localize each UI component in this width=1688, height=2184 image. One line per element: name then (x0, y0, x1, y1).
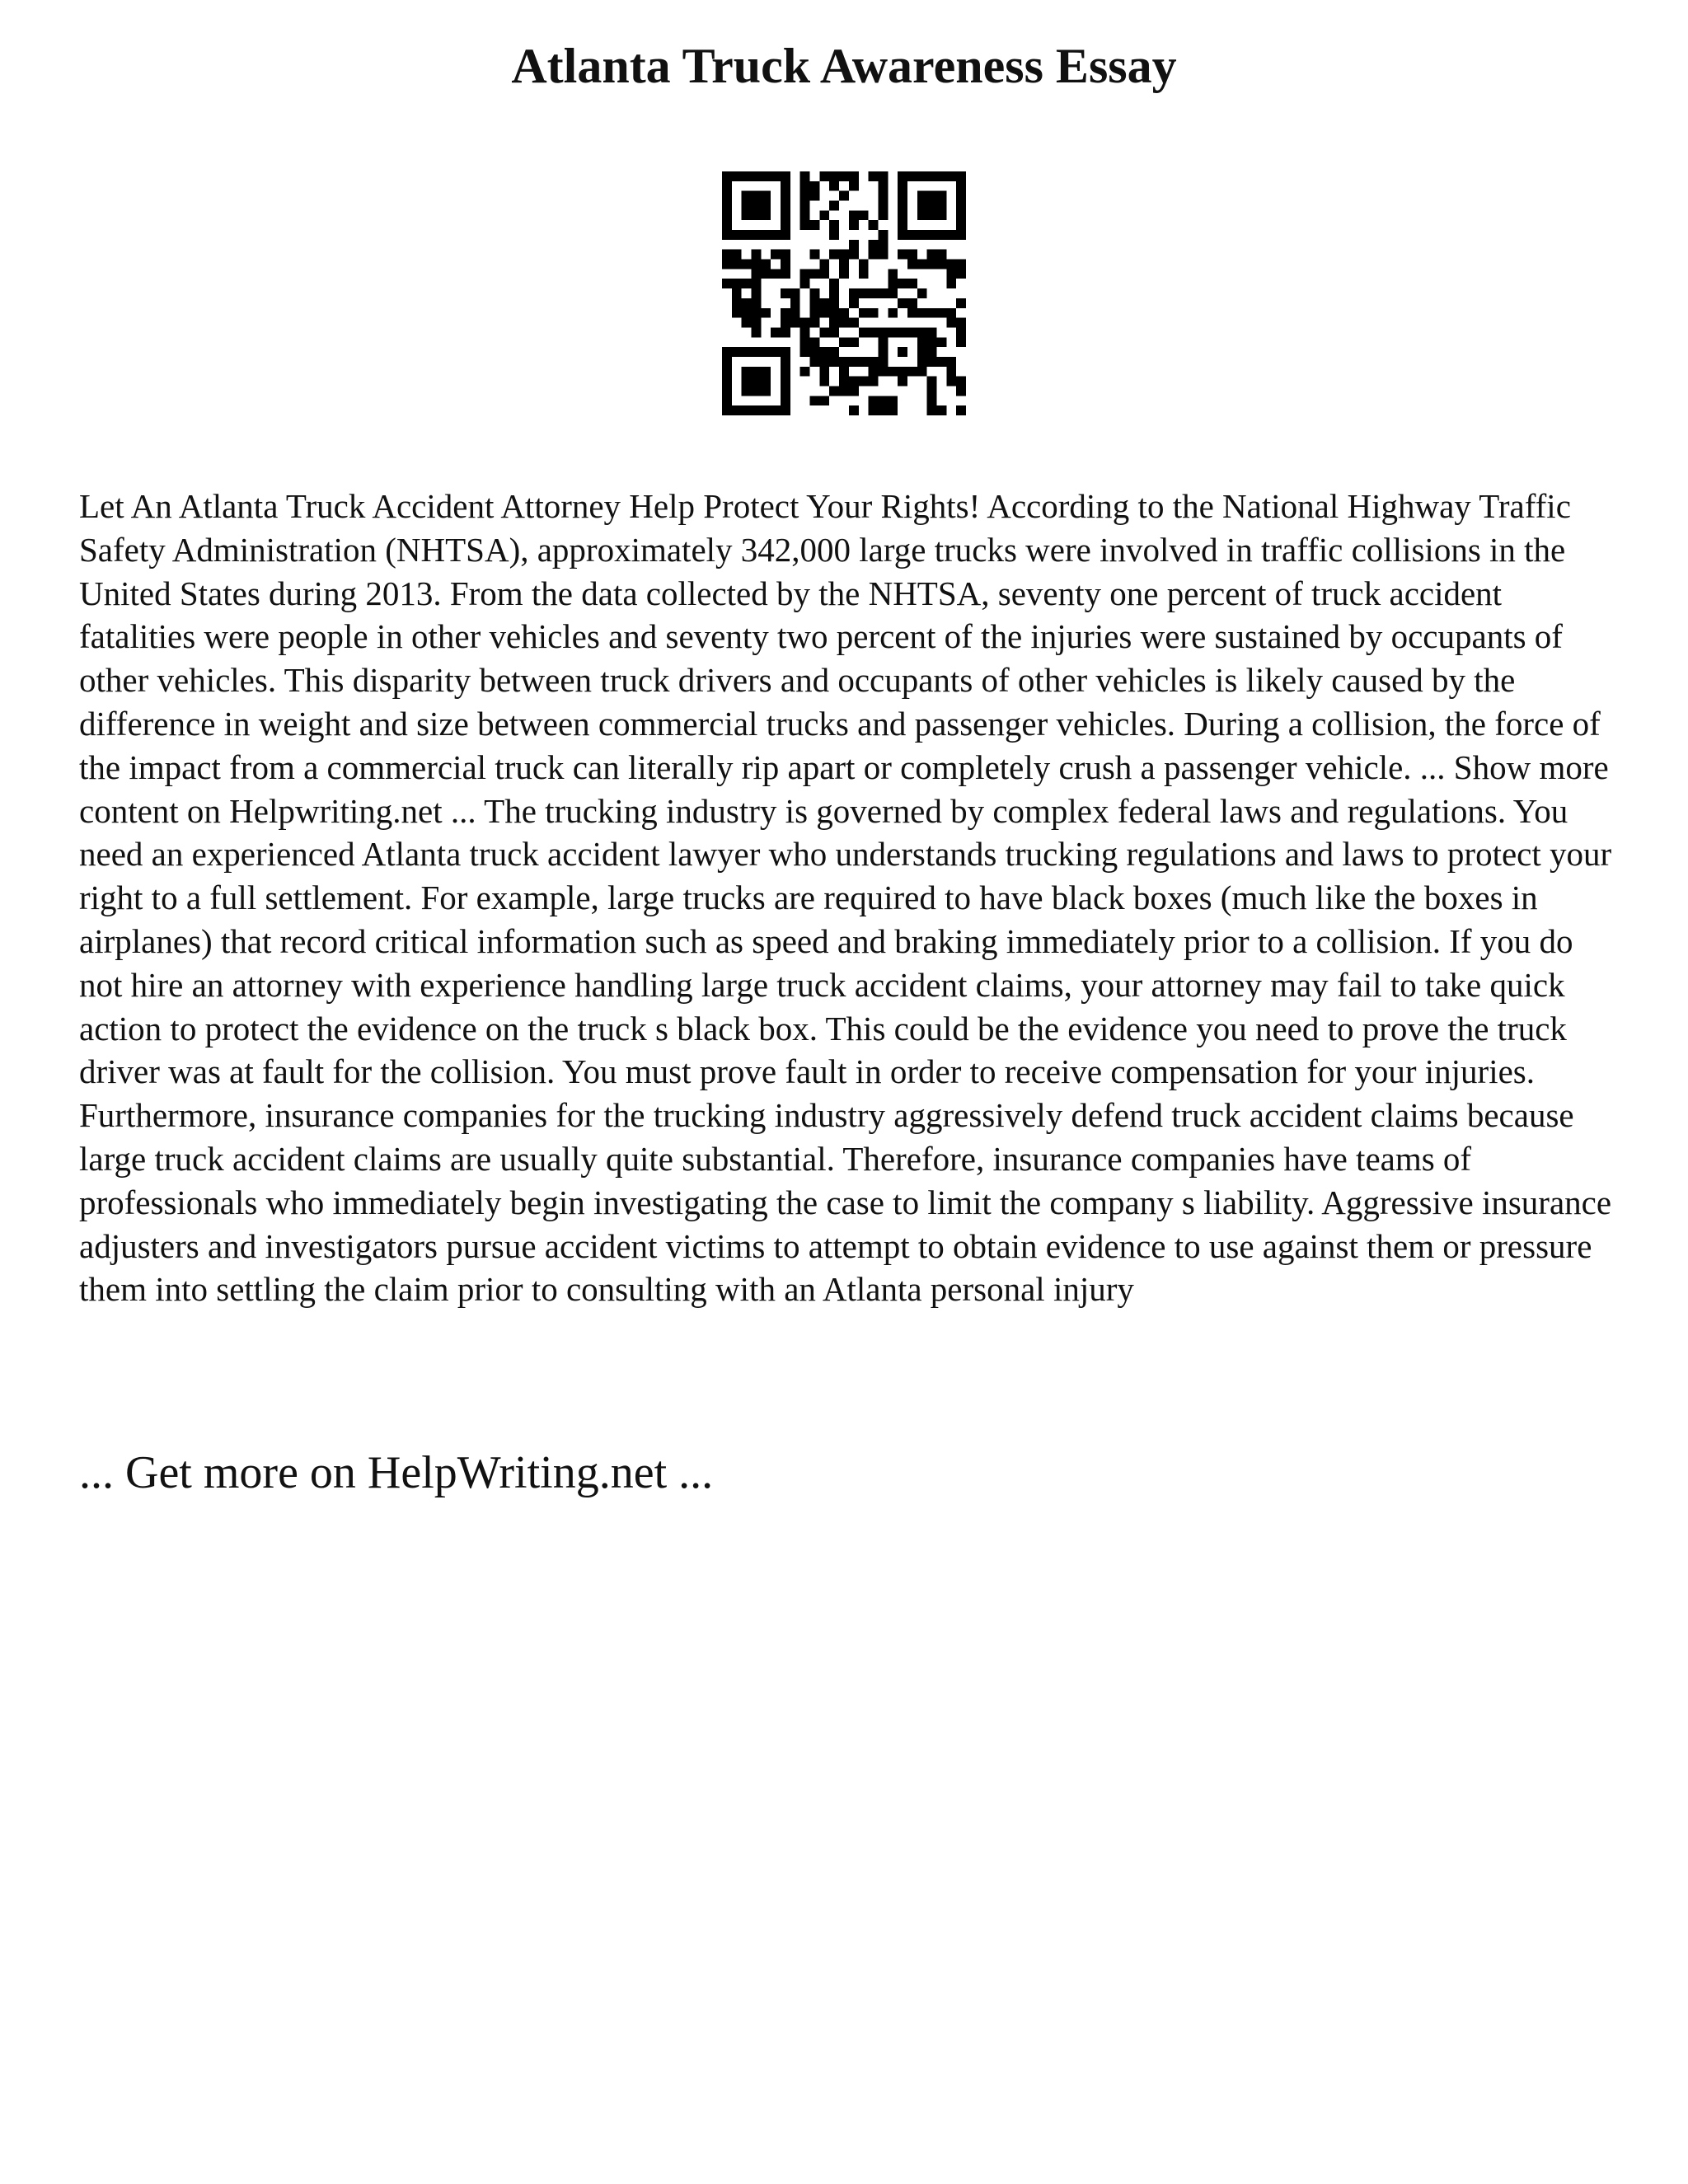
essay-body: Let An Atlanta Truck Accident Attorney Help Protect Your Rights! According to the National Highway Traffic Safety Administration (NHTSA), approximately 342,000 large trucks were involved in traffic collisions in the United States during 2013. From the data collected by the NHTSA, seventy one percent of truck accident fatalities were people in other vehicles and seventy two percent of the injuries were sustained by occupants of other vehicles. This disparity between truck drivers and occupants of other vehicles is likely caused by the difference in weight and size between commercial trucks and passenger vehicles. During a collision, the force of the impact from a commercial truck can literally rip apart or completely crush a passenger vehicle. ... Show more content on Helpwriting.net ... The trucking industry is governed by complex federal laws and regulations. You need an experienced Atlanta truck accident lawyer who understands trucking regulations and laws to protect your right to a full settlement. For example, large trucks are required to have black boxes (much like the boxes in airplanes) that record critical information such as speed and braking immediately prior to a collision. If you do not hire an attorney with experience handling large truck accident claims, your attorney may fail to take quick action to protect the evidence on the truck s black box. This could be the evidence you need to prove the truck driver was at fault for the collision. You must prove fault in order to receive compensation for your injuries. Furthermore, insurance companies for the trucking industry aggressively defend truck accident claims because large truck accident claims are usually quite substantial. Therefore, insurance companies have teams of professionals who immediately begin investigating the case to limit the company s liability. Aggressive insurance adjusters and investigators pursue accident victims to attempt to obtain evidence to use against them or pressure them into settling the claim prior to consulting with an Atlanta personal injury (79, 487, 1612, 1309)
qr-code-icon[interactable] (722, 171, 966, 415)
document-title: Atlanta Truck Awareness Essay (511, 39, 1177, 93)
get-more-link[interactable]: ... Get more on HelpWriting.net ... (79, 1447, 714, 1498)
